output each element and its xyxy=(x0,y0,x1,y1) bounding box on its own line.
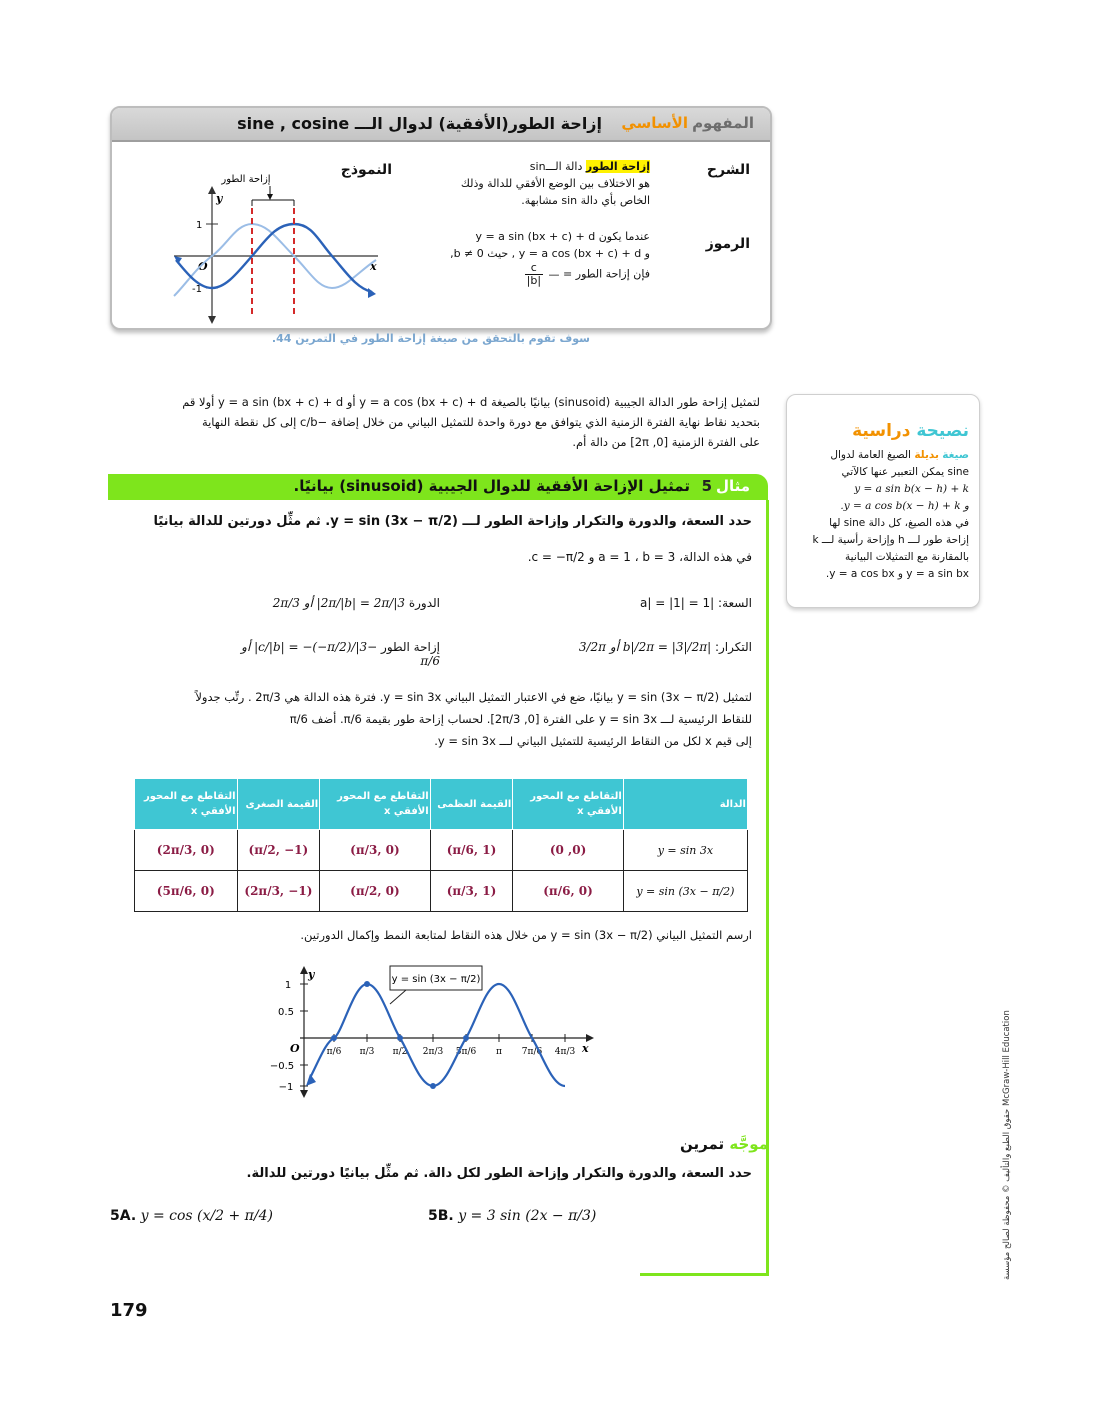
key-points-table xyxy=(134,778,748,912)
after-table-text: ارسم التمثيل البياني y = sin (3x − π/2) من خلال هذه النقاط لمتابعة النمط وإكمال الدورتين. xyxy=(300,928,752,942)
example-side-rule xyxy=(766,500,769,1276)
header-function: الدالة xyxy=(623,779,747,830)
y-axis-arrow-down-icon xyxy=(208,316,216,324)
example-title: تمثيل الإزاحة الأفقية للدوال الجيبية (sinusoid) بيانيًا. xyxy=(293,477,690,495)
symbols-text: عندما يكون y = a sin (bx + c) + d و y = a cos (bx + c) + d , حيث b ≠ 0, فإن إزاحة الطور = — $\frac{c}{|b|}$ xyxy=(420,228,650,287)
symbols-line-2: و y = a cos (bx + c) + d , حيث b ≠ 0, xyxy=(450,247,650,260)
explain-text xyxy=(430,158,650,209)
side-copyright: حقوق الطبع والتأليف © محفوظة لصالح مؤسسة McGraw-Hill Education xyxy=(1002,1010,1012,1280)
model-x-label: x xyxy=(370,260,377,273)
explain-line-1: دالة الـــsin xyxy=(529,160,583,173)
concept-title: إزاحة الطور(الأفقية) لدوال الـــ sine , cosine xyxy=(237,114,602,133)
xtick-4pi3: 4π/3 xyxy=(554,1047,576,1057)
model-y-label: y xyxy=(216,192,223,205)
example-sine-curve xyxy=(310,984,565,1086)
ytick-m1: −1 xyxy=(278,1082,294,1093)
tip-line-8: y = a sin bx و y = a cos bx. xyxy=(825,568,969,580)
example-foot-rule xyxy=(640,1273,769,1276)
y-axis-arrow-icon xyxy=(208,186,216,194)
curve-label-pointer xyxy=(390,990,406,1004)
intro-line-2: بتحديد نقاط نهاية الفترة الزمنية الذي يتوافق مع دورة واحدة للتمثيل البياني من خلال إضافة −c/b إلى كل نقطة النهاية xyxy=(201,415,760,429)
xtick-pi3: π/3 xyxy=(359,1047,375,1057)
tip-line-5: في هذه الصيغ، كل دالة sine لها xyxy=(829,517,969,529)
model-graph xyxy=(166,168,386,328)
concept-label: المفهوم xyxy=(692,114,754,132)
tip-line-7: بالمقارنة مع التمثيلات البيانية xyxy=(845,551,969,563)
concept-label-accent: الأساسي xyxy=(621,114,688,132)
tip-line-3: y = a sin b(x − h) + k xyxy=(854,483,969,495)
key-concept-header xyxy=(112,108,770,142)
study-tip-box xyxy=(786,394,980,608)
tip-line-4: و y = a cos b(x − h) + k. xyxy=(840,500,969,512)
y-axis-up-arrow-icon xyxy=(300,966,308,974)
curve-label: y = sin (3x − π/2) xyxy=(391,974,481,985)
phase-shift-line: إزاحة الطور −c/|b| = −(−π/2)/|3| أو π/6 xyxy=(241,640,440,668)
key-concept-box xyxy=(110,106,772,330)
example-banner xyxy=(108,474,768,500)
symbols-label: الرموز xyxy=(705,236,750,252)
ytick-1: 1 xyxy=(284,980,292,991)
y-axis-down-arrow-icon xyxy=(300,1090,308,1098)
tip-line-6: إزاحة طور لـــ h وإزاحة رأسية لـــ k xyxy=(812,534,969,546)
example-body-line-2: للنقاط الرئيسية لـــ y = sin 3x على الفترة [0, 2π/3]. لحساب إزاحة طور بقيمة π/6. أضف π/6 xyxy=(289,712,752,726)
xtick-pi6: π/6 xyxy=(326,1047,342,1057)
example-task: حدد السعة، والدورة والتكرار وإزاحة الطور لـــ y = sin (3x − π/2). ثم مثِّل دورتين للدالة بيانيًا xyxy=(153,514,752,529)
guided-practice-instruction: حدد السعة، والدورة والتكرار وإزاحة الطور لكل دالة. ثم مثِّل بيانيًا دورتين للدالة. xyxy=(246,1166,752,1181)
xtick-pi: π xyxy=(496,1047,502,1057)
example-body-line-3: إلى قيم x لكل من النقاط الرئيسية للتمثيل البياني لـــ y = sin 3x. xyxy=(434,734,752,748)
curve-left-arrow-icon xyxy=(306,1074,316,1086)
guided-practice-title: موجَّه تمرين xyxy=(680,1135,768,1153)
explain-term: إزاحة الطور xyxy=(585,160,650,173)
example-body-line-1: لتمثيل y = sin (3x − π/2) بيانيًا، ضع في الاعتبار التمثيل البياني y = sin 3x. فترة هذه الدالة هي 2π/3 . رتِّب جدولاً xyxy=(195,690,752,704)
phase-shift-fraction: $\frac{c}{|b|}$ xyxy=(526,261,542,287)
frequency-line: التكرار: |b|/2π = |3|/2π أو 3/2π xyxy=(578,640,752,654)
amplitude-line: السعة: |a| = |1| = 1 xyxy=(640,596,752,610)
x-axis-arrow-icon xyxy=(586,1034,594,1042)
exercise-note: سوف تقوم بالتحقق من صيغة إزاحة الطور في التمرين 44. xyxy=(271,332,590,345)
example-origin-label: O xyxy=(290,1042,300,1055)
header-x-intercept-3: التقاطع مع المحور الأفقي x xyxy=(135,779,238,830)
example-graph xyxy=(260,962,600,1102)
example-x-label: x xyxy=(582,1042,589,1055)
example-y-label: y xyxy=(308,968,315,981)
ytick-m05: −0.5 xyxy=(269,1061,295,1072)
xtick-7pi6: 7π/6 xyxy=(521,1047,543,1057)
model-label: النموذج xyxy=(340,162,392,178)
shift-arrow-head xyxy=(267,194,273,200)
intro-paragraph xyxy=(110,392,760,452)
header-min: القيمة الصغرى xyxy=(237,779,320,830)
tip-body: صيغة بديلة الصيغ العامة لدوال sine يمكن التعبير عنها كالآتي y = a sin b(x − h) + k و y = a cos b(x − h) + k. في هذه الصيغ، كل دالة sine لها إزاحة طور لـــ h وإزاحة رأسية لـــ k بالمقارنة مع التمثيلات البيانية y = a sin bx و y = a cos bx. xyxy=(793,447,969,583)
explain-line-3: الخاص بأي دالة sin مشابهة. xyxy=(521,194,650,207)
explain-line-2: هو الاختلاف بين الوضع الأفقي للدالة وذلك xyxy=(460,177,650,190)
header-x-intercept-1: التقاطع مع المحور الأفقي x xyxy=(513,779,623,830)
intro-line-3: على الفترة الزمنية [0, 2π] من دالة أم. xyxy=(572,435,760,449)
ytick-05: 0.5 xyxy=(278,1007,294,1018)
symbols-line-1: عندما يكون y = a sin (bx + c) + d xyxy=(475,230,650,243)
tip-line-2: sine يمكن التعبير عنها كالآتي xyxy=(841,466,969,478)
table-row: y = sin 3x (0, 0) (π/6, 1) (π/3, 0) (π/2, −1) (2π/3, 0) xyxy=(135,830,748,871)
example-label: مثال xyxy=(715,477,750,495)
intro-line-1: لتمثيل إزاحة طور الدالة الجيبية (sinusoid) بيانيًا بالصيغة y = a cos (bx + c) + d أو y = a sin (bx + c) + d أولا قم xyxy=(182,395,760,409)
symbols-line-3: فإن إزاحة الطور = xyxy=(563,267,650,281)
explain-label: الشرح xyxy=(706,162,750,178)
curve-arrow-left-icon xyxy=(174,256,182,264)
example-body xyxy=(110,686,752,752)
xtick-5pi6: 5π/6 xyxy=(455,1047,477,1057)
model-origin-label: O xyxy=(198,260,208,273)
example-given: في هذه الدالة، a = 1 ، b = 3 و c = −π/2. xyxy=(527,550,752,564)
curve-arrow-right-icon xyxy=(368,288,376,298)
tip-title: نصيحة دراسية xyxy=(852,421,969,441)
table-row: y = sin (3x − π/2) (π/6, 0) (π/3, 1) (π/2, 0) (2π/3, −1) (5π/6, 0) xyxy=(135,871,748,912)
exercise-5a: 5A. y = cos (x/2 + π/4) xyxy=(110,1208,273,1224)
model-m1-label: -1 xyxy=(192,284,202,295)
page-number: 179 xyxy=(110,1300,148,1321)
exercise-5b: 5B. y = 3 sin (2x − π/3) xyxy=(428,1208,597,1224)
xtick-2pi3: 2π/3 xyxy=(422,1047,444,1057)
period-line: الدورة 2π/|b| = 2π/|3| أو 2π/3 xyxy=(272,596,440,610)
header-max: القيمة العظمى xyxy=(430,779,513,830)
model-1-label: 1 xyxy=(196,220,203,231)
xtick-pi2: π/2 xyxy=(392,1047,408,1057)
table-header-row xyxy=(135,779,748,830)
phase-shift-label: إزاحة الطور xyxy=(221,174,271,185)
header-x-intercept-2: التقاطع مع المحور الأفقي x xyxy=(320,779,430,830)
example-number: 5 xyxy=(701,477,712,495)
